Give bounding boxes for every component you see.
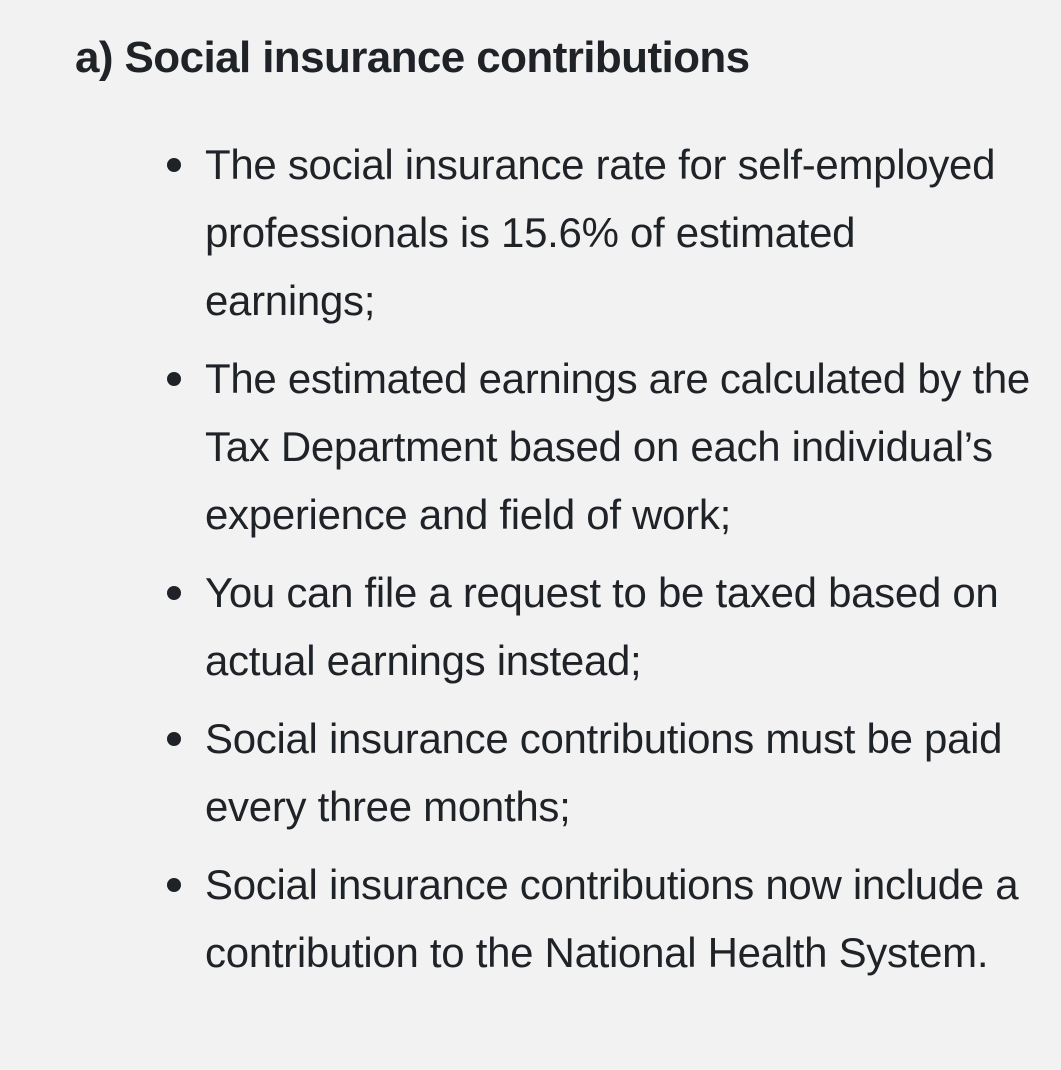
list-item-text: You can file a request to be taxed based on actual earnings instead;	[205, 569, 999, 684]
list-item-text: Social insurance contributions now include a contribution to the National Health System.	[205, 861, 1019, 976]
list-item	[162, 131, 1032, 335]
list-item	[162, 345, 1032, 549]
bullet-icon	[167, 372, 181, 386]
list-item	[162, 559, 1032, 695]
bullet-list	[162, 131, 1032, 997]
list-item-text: The social insurance rate for self-employed professionals is 15.6% of estimated earnings;	[205, 141, 996, 324]
bullet-icon	[167, 732, 181, 746]
bullet-icon	[167, 158, 181, 172]
bullet-icon	[167, 586, 181, 600]
bullet-icon	[167, 878, 181, 892]
list-item	[162, 705, 1032, 841]
list-item-text: The estimated earnings are calculated by the Tax Department based on each individual’s experience and field of work;	[205, 355, 1030, 538]
section-heading: a) Social insurance contributions	[75, 33, 750, 82]
list-item	[162, 851, 1032, 987]
list-item-text: Social insurance contributions must be paid every three months;	[205, 715, 1003, 830]
